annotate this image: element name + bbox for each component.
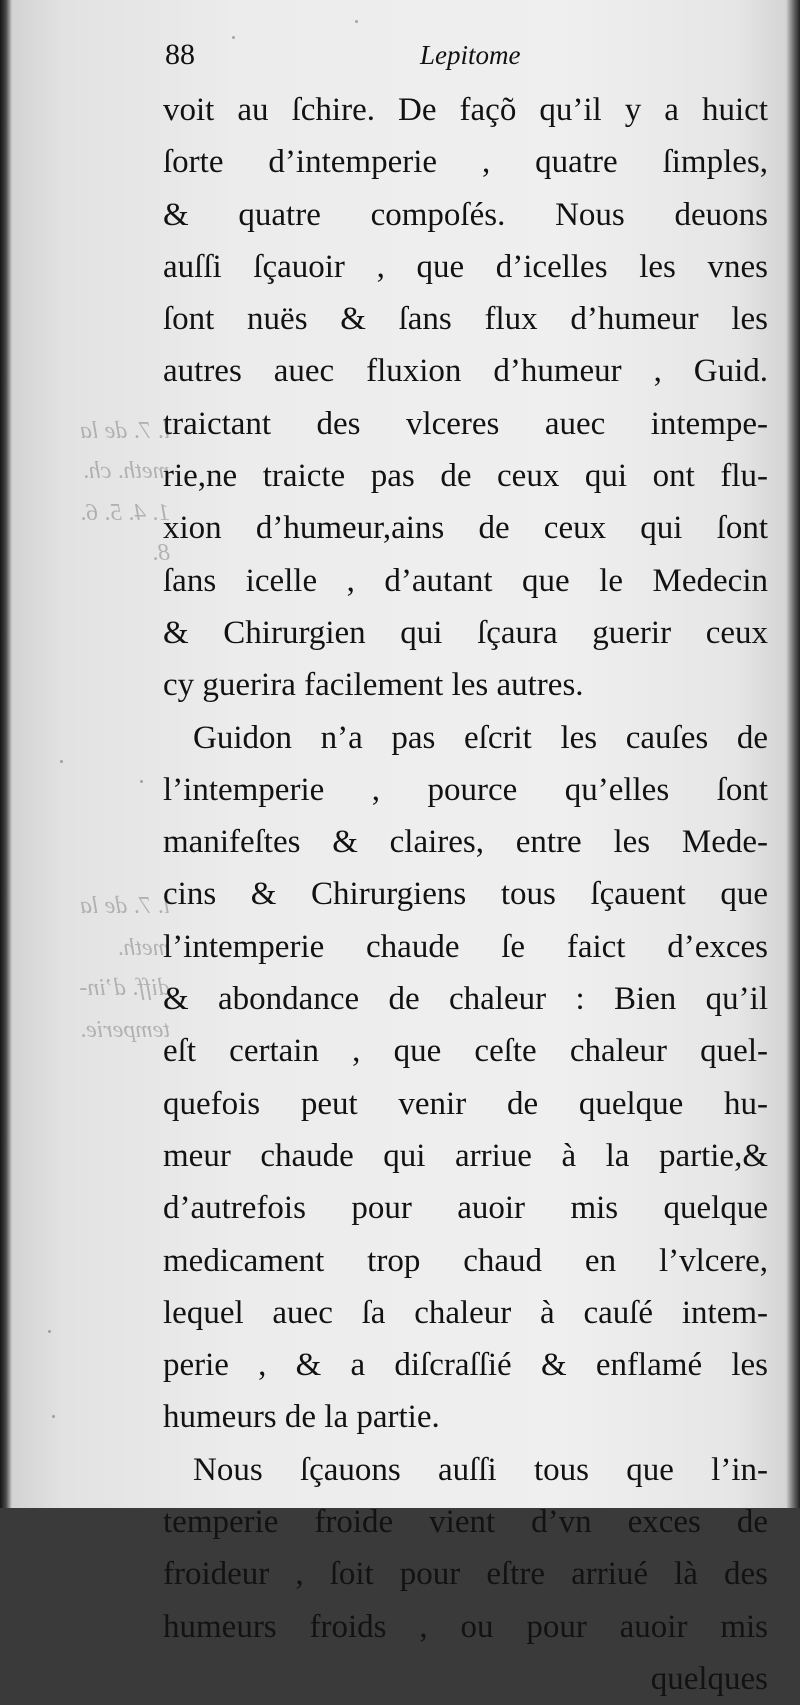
page-header: [165, 38, 755, 78]
running-head: Lepitome: [420, 40, 521, 70]
text-line: eſt certain , que ceſte chaleur quel-: [163, 1033, 768, 1070]
text-line: auſſi ſçauoir , que d’icelles les vnes: [163, 248, 768, 285]
margin-note: 1. 4. 5. 6.: [80, 500, 170, 526]
text-line: manifeſtes & claires, entre les Mede-: [163, 824, 768, 861]
margin-note: meth.: [117, 935, 170, 961]
text-line: Guidon n’a pas eſcrit les cauſes de: [193, 719, 768, 756]
text-line: perie , & a diſcraſſié & enflamé les: [163, 1347, 768, 1384]
text-line: ſans icelle , d’autant que le Medecin: [163, 562, 768, 599]
page-right-edge: [786, 0, 800, 1508]
margin-note: l. 7. de la: [80, 418, 170, 444]
body-text: [163, 84, 768, 1705]
margin-note: meth. ch.: [82, 458, 170, 484]
text-line: d’autrefois pour auoir mis quelque: [163, 1190, 768, 1227]
text-line: cins & Chirurgiens tous ſçauent que: [163, 876, 768, 913]
text-line: xion d’humeur,ains de ceux qui ſont: [163, 510, 768, 547]
text-line: lequel auec ſa chaleur à cauſé intem-: [163, 1294, 768, 1331]
text-line: Nous ſçauons auſſi tous que l’in-: [193, 1451, 768, 1488]
page-left-edge: [0, 0, 12, 1508]
margin-note: temperie.: [80, 1017, 170, 1043]
text-line: ſorte d’intemperie , quatre ſimples,: [163, 144, 768, 181]
text-line: temperie froide vient d’vn exces de: [163, 1504, 768, 1541]
text-line: humeurs de la partie.: [163, 1399, 440, 1436]
margin-note: diff. d’in-: [79, 975, 170, 1001]
text-line: traictant des vlceres auec intempe-: [163, 405, 768, 442]
text-line: & abondance de chaleur : Bien qu’il: [163, 981, 768, 1018]
catchword: quelques: [650, 1660, 768, 1697]
text-line: & quatre compoſés. Nous deuons: [163, 196, 768, 233]
text-line: l’intemperie chaude ſe faict d’exces: [163, 928, 768, 965]
text-line: quefois peut venir de quelque hu-: [163, 1085, 768, 1122]
margin-note: 8.: [152, 540, 170, 566]
text-line: voit au ſchire. De façõ qu’il y a huict: [163, 92, 768, 128]
text-line: l’intemperie , pource qu’elles ſont: [163, 771, 768, 808]
text-line: humeurs froids , ou pour auoir mis: [163, 1608, 768, 1645]
text-line: autres auec fluxion d’humeur , Guid.: [163, 353, 768, 390]
text-line: & Chirurgien qui ſçaura guerir ceux: [163, 614, 768, 651]
text-line: ſont nuës & ſans flux d’humeur les: [163, 301, 768, 338]
text-line: froideur , ſoit pour eſtre arriué là des: [163, 1556, 768, 1593]
text-line: medicament trop chaud en l’vlcere,: [163, 1242, 768, 1279]
text-line: cy guerira facilement les autres.: [163, 667, 584, 704]
margin-note: l. 7. de la: [80, 893, 170, 919]
text-line: meur chaude qui arriue à la partie,&: [163, 1137, 768, 1174]
text-line: rie,ne traicte pas de ceux qui ont flu-: [163, 458, 768, 495]
page-number: 88: [165, 38, 195, 71]
